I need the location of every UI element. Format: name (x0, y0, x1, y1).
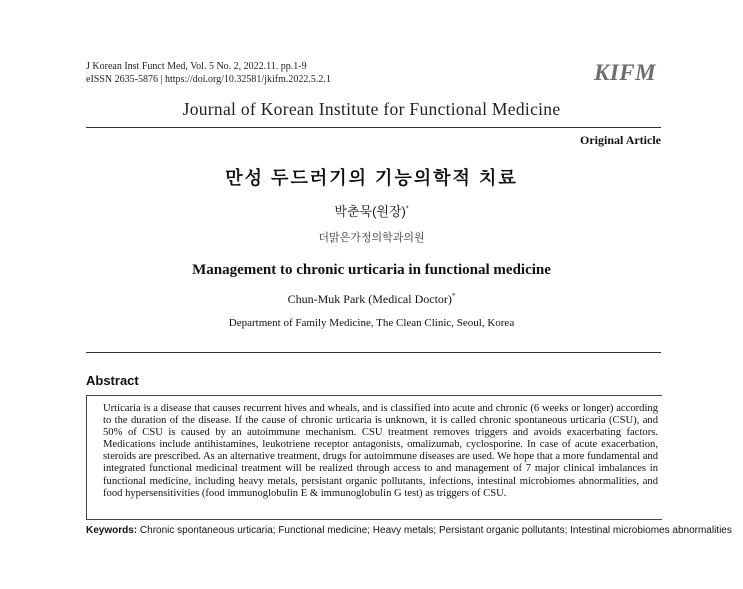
section-divider (86, 352, 661, 353)
doi-line: eISSN 2635-5876 | https://doi.org/10.32581/jkifm.2022.5.2.1 (86, 73, 331, 85)
citation-line: J Korean Inst Funct Med, Vol. 5 No. 2, 2022.11. pp.1-9 (86, 61, 307, 72)
corresponding-mark: * (405, 205, 409, 213)
keywords (86, 525, 732, 536)
keywords-list: Chronic spontaneous urticaria; Functional medicine; Heavy metals; Persistant organic pollutants; Intestinal microbiomes abnormalities (139, 525, 732, 536)
affiliation-korean: 더맑은가정의학과의원 (318, 232, 425, 244)
affiliation-english: Department of Family Medicine, The Clean Clinic, Seoul, Korea (228, 317, 515, 329)
title-korean: 만성 두드러기의 기능의학적 치료 (225, 168, 518, 188)
author-english-name: Chun-Muk Park (Medical Doctor) (287, 292, 452, 306)
author-english (0, 292, 743, 307)
title-english: Management to chronic urticaria in functional medicine (192, 262, 551, 278)
corresponding-mark-en: * (451, 292, 456, 300)
header-divider (86, 127, 661, 128)
article-type: Original Article (580, 133, 661, 147)
author-korean (0, 201, 743, 220)
abstract-heading: Abstract (86, 373, 139, 388)
abstract-text: Urticaria is a disease that causes recurrent hives and wheals, and is classified into acute and chronic (6 weeks or longer) according to the duration of the disease. If the cause of chronic urticaria is unknown, it is called chronic spontaneous urticaria (CSU), and 50% of CSU is caused by an autoimmune mechanism. CSU treatment removes triggers and avoids exacerbating factors. Medications include antihistamines, leukotriene receptor antagonists, omalizumab, cyclosporine. In case of acute exacerbation, steroids are prescribed. As an alternative treatment, drugs for autoimmune diseases are used. We hope that a more fundamental and integrated functional medicinal treatment will be realized through access to and management of 7 major clinical imbalances in functional medicine, including heavy metals, persistant organic pollutants, infections, intestinal microbiomes abnormalities, and food hypersensitivities (food immunoglobulin E & immunoglobulin G test) as triggers of CSU. (103, 403, 658, 499)
journal-logo: KIFM (594, 60, 657, 85)
citation-block (86, 61, 331, 86)
journal-name: Journal of Korean Institute for Functional Medicine (182, 99, 561, 119)
keywords-label: Keywords: (86, 525, 138, 536)
author-korean-name: 박춘묵(원장) (334, 204, 406, 219)
